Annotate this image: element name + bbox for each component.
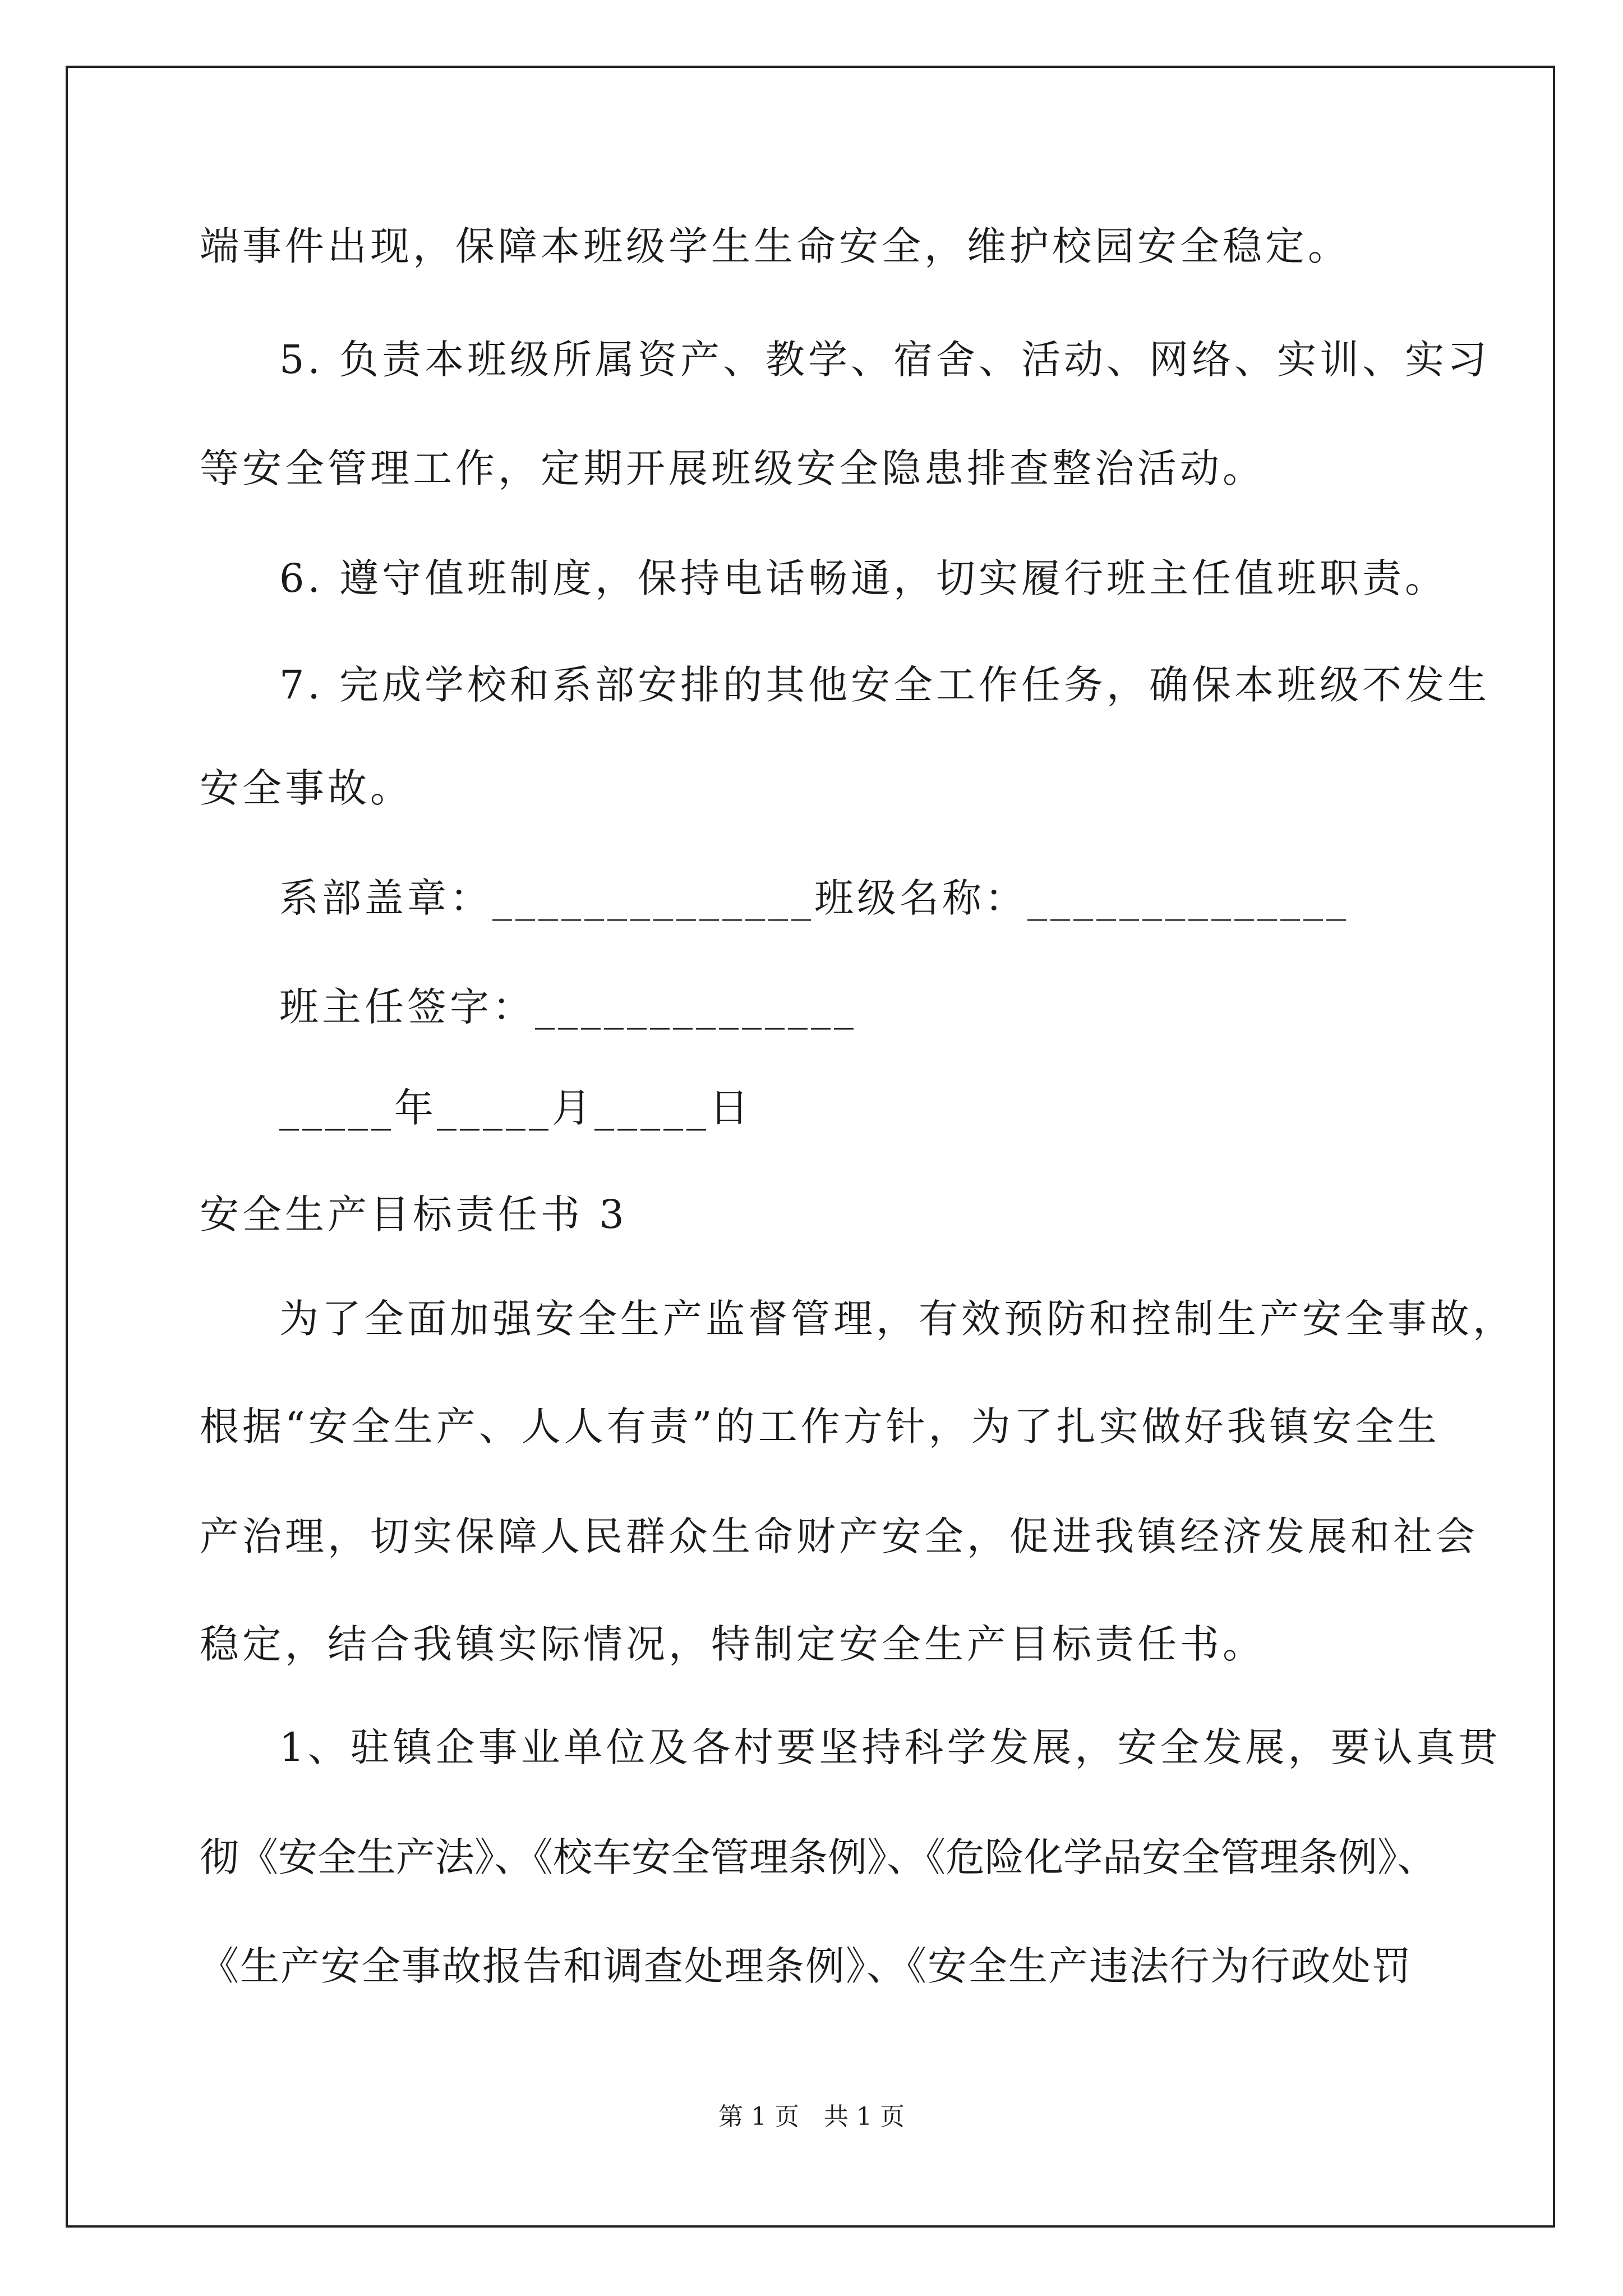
text-line: 端事件出现，保障本班级学生生命安全，维护校园安全稳定。 [200,223,1350,269]
text-line: 6. 遵守值班制度，保持电话畅通，切实履行班主任值班职责。 [279,555,1448,601]
text-line: 为了全面加强安全生产监督管理，有效预防和控制生产安全事故， [279,1296,1515,1342]
text-line: 安全事故。 [200,765,413,811]
text-line: 5. 负责本班级所属资产、教学、宿舍、活动、网络、实训、实习 [279,337,1491,383]
section-title: 安全生产目标责任书 3 [200,1191,628,1237]
text-line: 《生产安全事故报告和调查处理条例》、《安全生产违法行为行政处罚 [200,1943,1412,1989]
page-footer: 第 1 页 共 1 页 [718,2102,905,2131]
text-line: 1、驻镇企事业单位及各村要坚持科学发展，安全发展，要认真贯 [279,1724,1501,1770]
signature-line-teacher: 班主任签字：______________ [279,984,857,1030]
text-line: 彻《安全生产法》、《校车安全管理条例》、《危险化学品安全管理条例》、 [200,1834,1436,1880]
text-line: 根据“安全生产、人人有责”的工作方针，为了扎实做好我镇安全生 [200,1404,1440,1450]
signature-line-dept-class: 系部盖章：______________班级名称：______________ [279,875,1349,921]
text-line: 等安全管理工作，定期开展班级安全隐患排查整治活动。 [200,445,1265,491]
page-border [66,66,1555,2228]
text-line: 7. 完成学校和系部安排的其他安全工作任务，确保本班级不发生 [279,662,1491,708]
date-line: _____年_____月_____日 [279,1085,752,1131]
text-line: 稳定，结合我镇实际情况，特制定安全生产目标责任书。 [200,1621,1265,1667]
text-line: 产治理，切实保障人民群众生命财产安全，促进我镇经济发展和社会 [200,1513,1478,1559]
